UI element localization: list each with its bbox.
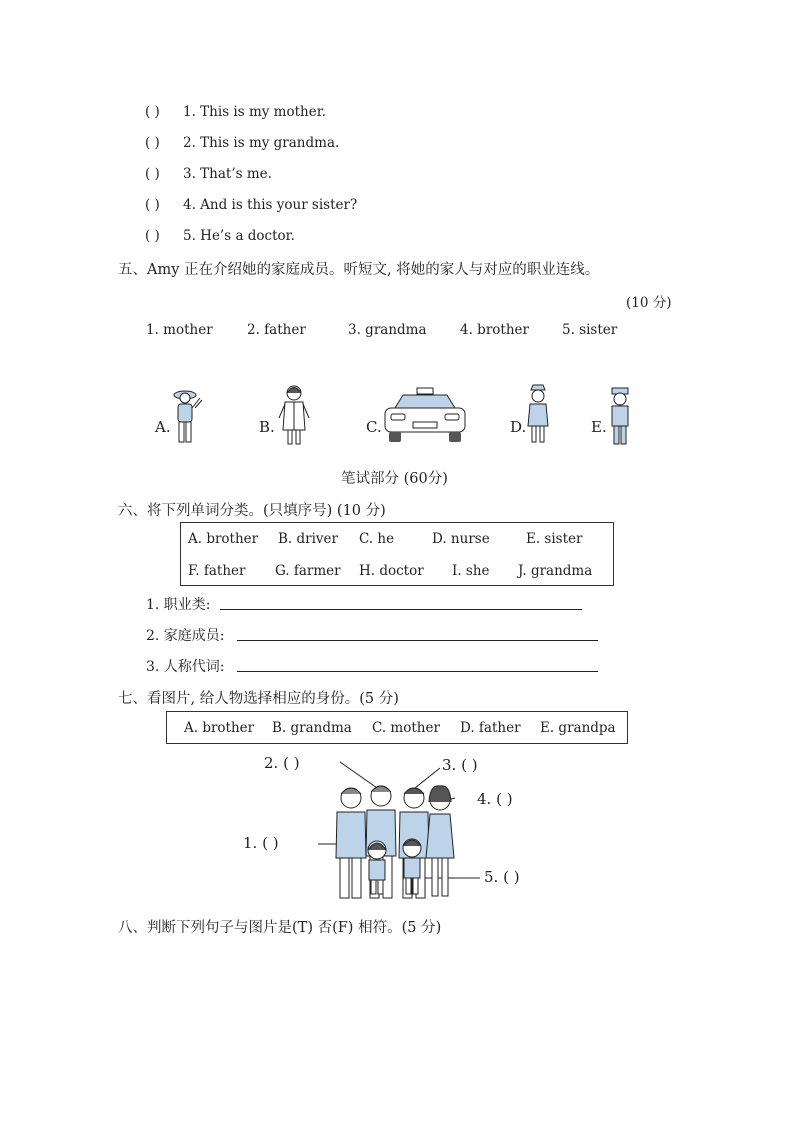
section5-title: 五、Amy 正在介绍她的家庭成员。听短文, 将她的家人与对应的职业连线。 bbox=[118, 262, 600, 278]
identity-option: D. father bbox=[460, 720, 521, 736]
identity-options bbox=[166, 711, 628, 744]
tf-item-5 bbox=[145, 228, 295, 244]
driver-picture bbox=[606, 386, 634, 448]
occupation-answer-line[interactable] bbox=[220, 609, 582, 610]
member-brother: 4. brother bbox=[460, 322, 529, 338]
pic-label-b: B. bbox=[259, 418, 275, 436]
pic-label-e: E. bbox=[591, 418, 607, 436]
identity-option: E. grandpa bbox=[540, 720, 616, 736]
word-item: J. grandma bbox=[518, 563, 593, 579]
tf-item-4 bbox=[145, 197, 357, 213]
member-grandma: 3. grandma bbox=[348, 322, 427, 338]
tf-item-2 bbox=[145, 135, 339, 151]
pic-label-a: A. bbox=[155, 418, 171, 436]
blank-2[interactable]: 2. ( ) bbox=[264, 754, 300, 772]
pronoun-answer-line[interactable] bbox=[237, 671, 598, 672]
answer-paren[interactable]: ( ) bbox=[145, 197, 160, 213]
blank-4[interactable]: 4. ( ) bbox=[477, 790, 513, 808]
family-answer-line[interactable] bbox=[237, 640, 598, 641]
word-item: C. he bbox=[359, 531, 395, 547]
answer-paren[interactable]: ( ) bbox=[145, 228, 160, 244]
tf-sentence: 1. This is my mother. bbox=[183, 104, 326, 120]
doctor-picture bbox=[276, 384, 312, 448]
tf-sentence: 3. That’s me. bbox=[183, 166, 272, 182]
word-item: F. father bbox=[188, 563, 246, 579]
identity-option: C. mother bbox=[372, 720, 440, 736]
word-item: B. driver bbox=[278, 531, 338, 547]
section7-title: 七、看图片, 给人物选择相应的身份。(5 分) bbox=[118, 691, 399, 707]
farmer-picture bbox=[168, 386, 204, 448]
tf-sentence: 4. And is this your sister? bbox=[183, 197, 358, 213]
blank-3[interactable]: 3. ( ) bbox=[442, 756, 478, 774]
member-father: 2. father bbox=[247, 322, 306, 338]
tf-sentence: 5. He’s a doctor. bbox=[183, 228, 295, 244]
nurse-picture bbox=[524, 384, 552, 448]
word-item: G. farmer bbox=[275, 563, 341, 579]
category-occupation-label: 1. 职业类: bbox=[146, 597, 211, 613]
answer-paren[interactable]: ( ) bbox=[145, 135, 160, 151]
category-family-label: 2. 家庭成员: bbox=[146, 628, 225, 644]
pic-label-d: D. bbox=[510, 418, 527, 436]
word-item: H. doctor bbox=[359, 563, 424, 579]
written-part-heading: 笔试部分 (60分) bbox=[341, 471, 448, 487]
member-mother: 1. mother bbox=[146, 322, 213, 338]
member-sister: 5. sister bbox=[562, 322, 618, 338]
word-item: E. sister bbox=[526, 531, 583, 547]
answer-paren[interactable]: ( ) bbox=[145, 104, 160, 120]
section5-score: (10 分) bbox=[626, 295, 672, 311]
tf-item-1 bbox=[145, 104, 326, 120]
answer-paren[interactable]: ( ) bbox=[145, 166, 160, 182]
word-item: I. she bbox=[452, 563, 490, 579]
section6-title: 六、将下列单词分类。(只填序号) (10 分) bbox=[118, 503, 386, 519]
tf-sentence: 2. This is my grandma. bbox=[183, 135, 340, 151]
identity-option: B. grandma bbox=[272, 720, 352, 736]
blank-1[interactable]: 1. ( ) bbox=[243, 834, 279, 852]
word-item: A. brother bbox=[188, 531, 259, 547]
word-item: D. nurse bbox=[432, 531, 490, 547]
section8-title: 八、判断下列句子与图片是(T) 否(F) 相符。(5 分) bbox=[118, 920, 442, 936]
identity-option: A. brother bbox=[184, 720, 255, 736]
category-pronoun-label: 3. 人称代词: bbox=[146, 659, 225, 675]
family-picture bbox=[240, 754, 570, 906]
word-bank bbox=[180, 522, 614, 586]
tf-item-3 bbox=[145, 166, 272, 182]
taxi-picture bbox=[381, 386, 469, 446]
pic-label-c: C. bbox=[366, 418, 382, 436]
blank-5[interactable]: 5. ( ) bbox=[484, 868, 520, 886]
